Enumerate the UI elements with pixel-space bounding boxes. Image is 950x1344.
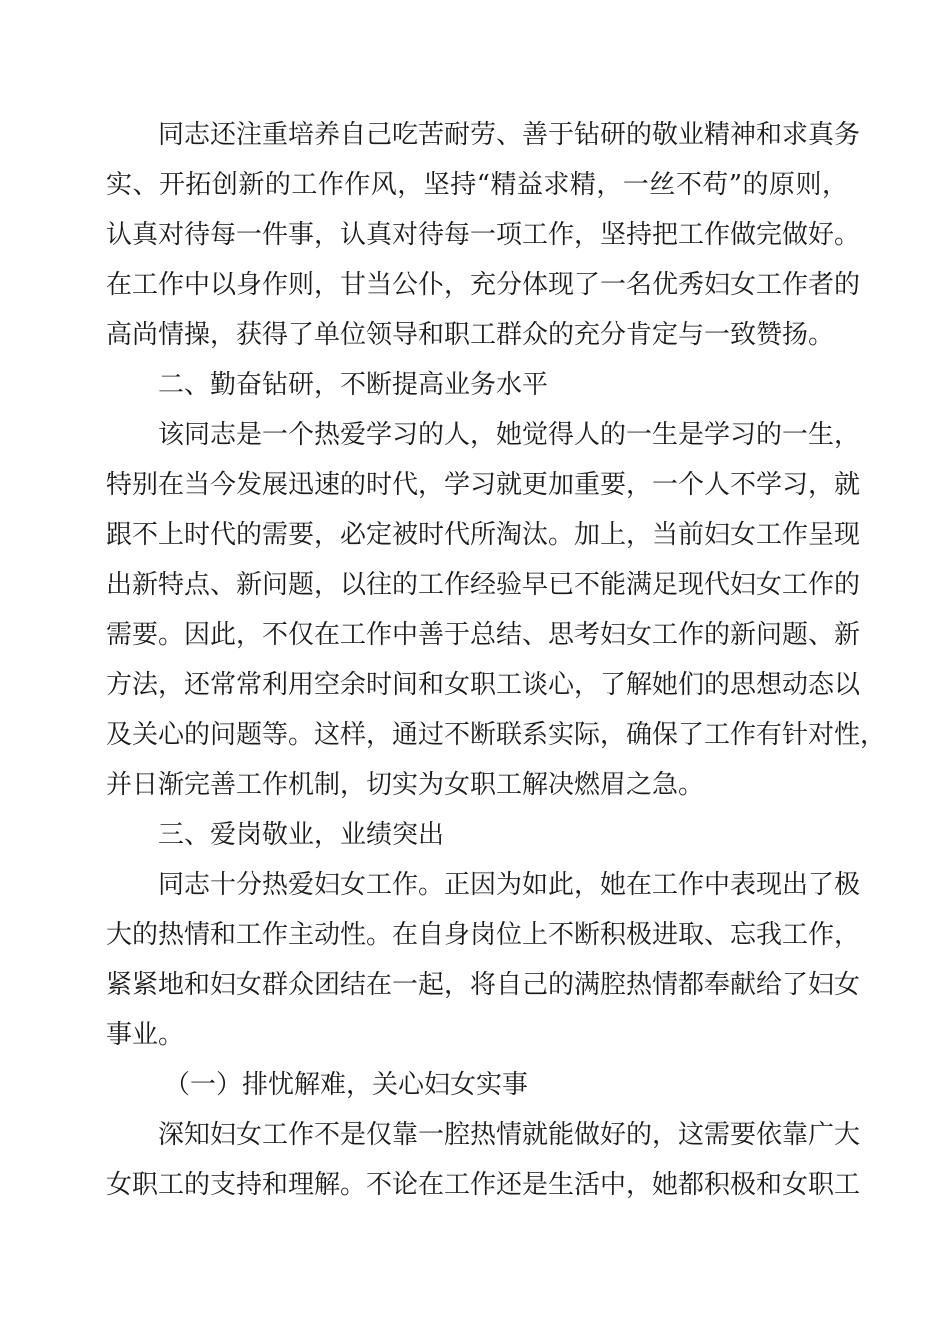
- text-line: 高尚情操，获得了单位领导和职工群众的充分肯定与一致赞扬。: [106, 320, 835, 350]
- paragraph: [106, 1110, 861, 1210]
- section-heading: [106, 810, 848, 860]
- text-line: 事业。: [106, 1020, 185, 1050]
- text-line: 大的热情和工作主动性。在自身岗位上不断积极进取、忘我工作，: [106, 920, 861, 950]
- paragraph: [106, 860, 861, 1060]
- text-line: 深知妇女工作不是仅靠一腔热情就能做好的，这需要依靠广大: [158, 1120, 861, 1150]
- subsection-heading: [106, 1060, 848, 1110]
- subheading-text: （一）排忧解难，关心妇女实事: [164, 1070, 529, 1100]
- section-heading: [106, 360, 848, 410]
- text-line: 实、开拓创新的工作作风，坚持“精益求精，一丝不苟”的原则，: [106, 170, 848, 200]
- text-line: 及关心的问题等。这样，通过不断联系实际，确保了工作有针对性，: [106, 720, 887, 750]
- text-line: 在工作中以身作则，甘当公仆，充分体现了一名优秀妇女工作者的: [106, 270, 861, 300]
- document-body: [106, 110, 887, 1210]
- paragraph: [106, 110, 861, 360]
- text-line: 认真对待每一件事，认真对待每一项工作，坚持把工作做完做好。: [106, 220, 861, 250]
- text-line: 需要。因此，不仅在工作中善于总结、思考妇女工作的新问题、新: [106, 620, 861, 650]
- text-line: 女职工的支持和理解。不论在工作还是生活中，她都积极和女职工: [106, 1170, 861, 1200]
- text-line: 同志还注重培养自己吃苦耐劳、善于钻研的敬业精神和求真务: [158, 120, 861, 150]
- text-line: 方法，还常常利用空余时间和女职工谈心，了解她们的思想动态以: [106, 670, 861, 700]
- text-line: 特别在当今发展迅速的时代，学习就更加重要，一个人不学习，就: [106, 470, 861, 500]
- paragraph: [106, 410, 887, 810]
- heading-text: 二、勤奋钻研，不断提高业务水平: [158, 370, 549, 400]
- text-line: 紧紧地和妇女群众团结在一起，将自己的满腔热情都奉献给了妇女: [106, 970, 861, 1000]
- text-line: 并日渐完善工作机制，切实为女职工解决燃眉之急。: [106, 770, 705, 800]
- heading-text: 三、爱岗敬业，业绩突出: [158, 820, 445, 850]
- text-line: 该同志是一个热爱学习的人，她觉得人的一生是学习的一生，: [158, 420, 861, 450]
- text-line: 出新特点、新问题，以往的工作经验早已不能满足现代妇女工作的: [106, 570, 861, 600]
- text-line: 同志十分热爱妇女工作。正因为如此，她在工作中表现出了极: [158, 870, 861, 900]
- text-line: 跟不上时代的需要，必定被时代所淘汰。加上，当前妇女工作呈现: [106, 520, 861, 550]
